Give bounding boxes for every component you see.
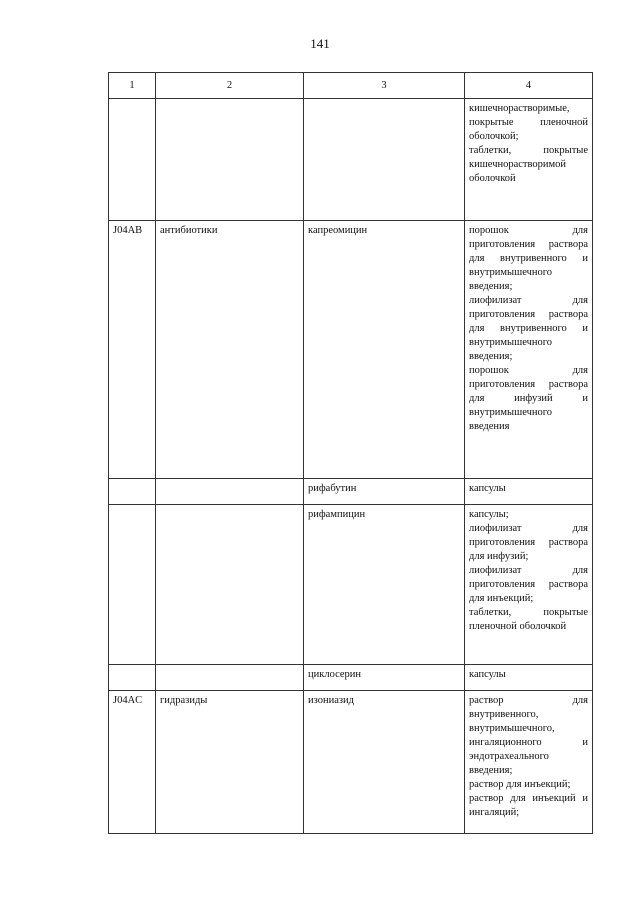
atc-code-cell (109, 99, 156, 221)
dosage-form-item: капсулы; (469, 509, 509, 520)
column-header-3: 3 (304, 73, 465, 99)
atc-code-cell: J04AC (109, 691, 156, 834)
dosage-form-item: порошок для приготовления раствора для инфузий и внутримышечного введения (469, 365, 588, 432)
table-row (109, 665, 593, 691)
group-cell (156, 665, 304, 691)
dosage-forms-cell (465, 665, 593, 691)
column-header-2: 2 (156, 73, 304, 99)
drug-name-cell: рифампицин (304, 505, 465, 665)
group-cell: антибиотики (156, 221, 304, 479)
group-cell (156, 479, 304, 505)
dosage-form-item: раствор для инъекций; (469, 779, 571, 790)
atc-code-cell (109, 665, 156, 691)
page-number: 141 (310, 36, 330, 51)
column-header-1: 1 (109, 73, 156, 99)
group-cell: гидразиды (156, 691, 304, 834)
dosage-form-item: лиофилизат для приготовления раствора для внутривенного и внутримышечного введения; (469, 295, 588, 362)
column-header-4: 4 (465, 73, 593, 99)
dosage-form-item: капсулы (469, 483, 506, 494)
dosage-form-item: таблетки, покрытые кишечнорастворимой оболочкой (469, 145, 588, 184)
atc-code-cell: J04AB (109, 221, 156, 479)
dosage-form-item: раствор для инъекций и ингаляций; (469, 793, 588, 818)
dosage-form-item: капсулы (469, 669, 506, 680)
drug-name-cell (304, 99, 465, 221)
dosage-forms-cell (465, 691, 593, 834)
table-row (109, 691, 593, 834)
dosage-forms-cell (465, 99, 593, 221)
medication-table (108, 72, 593, 834)
drug-name-cell: капреомицин (304, 221, 465, 479)
dosage-forms-cell (465, 479, 593, 505)
dosage-forms-cell (465, 505, 593, 665)
dosage-form-item: кишечнорастворимые, покрытые пленочной оболочкой; (469, 103, 588, 142)
table-row (109, 221, 593, 479)
atc-code-cell (109, 479, 156, 505)
group-cell (156, 505, 304, 665)
table-row (109, 479, 593, 505)
drug-name-cell: изониазид (304, 691, 465, 834)
atc-code-cell (109, 505, 156, 665)
header-row (109, 73, 593, 99)
dosage-form-item: таблетки, покрытые пленочной оболочкой (469, 607, 588, 632)
dosage-forms-cell (465, 221, 593, 479)
dosage-form-item: лиофилизат для приготовления раствора для инфузий; (469, 523, 588, 562)
group-cell (156, 99, 304, 221)
drug-name-cell: циклосерин (304, 665, 465, 691)
drug-name-cell: рифабутин (304, 479, 465, 505)
dosage-form-item: лиофилизат для приготовления раствора для инъекций; (469, 565, 588, 604)
table-row (109, 99, 593, 221)
dosage-form-item: раствор для внутривенного, внутримышечного, ингаляционного и эндотрахеального введения; (469, 695, 588, 776)
dosage-form-item: порошок для приготовления раствора для внутривенного и внутримышечного введения; (469, 225, 588, 292)
table-row (109, 505, 593, 665)
